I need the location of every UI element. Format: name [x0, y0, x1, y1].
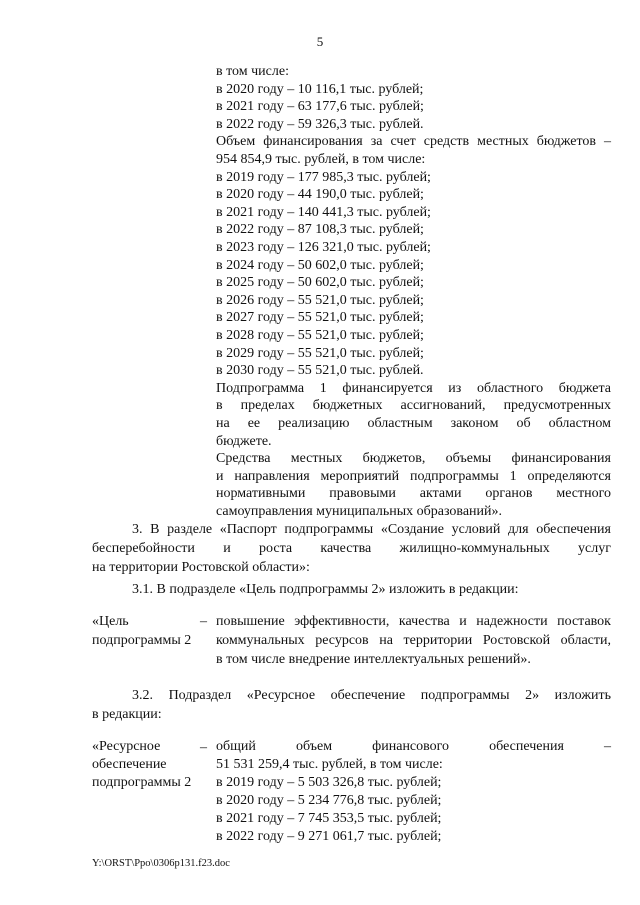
text-line: 3.2. Подраздел «Ресурсное обеспечение подпрограммы 2» изложить: [132, 688, 611, 703]
page-number: 5: [316, 34, 324, 49]
text-line: 3.1. В подразделе «Цель подпрограммы 2» изложить в редакции:: [132, 582, 519, 597]
text-line: в 2029 году – 55 521,0 тыс. рублей;: [216, 345, 424, 361]
resource-text: в 2019 году – 5 503 326,8 тыс. рублей;: [216, 775, 442, 790]
text-line: в 2021 году – 140 441,3 тыс. рублей;: [216, 204, 431, 220]
resource-text: в 2022 году – 9 271 061,7 тыс. рублей;: [216, 829, 442, 844]
text-line: самоуправления муниципальных образований».: [216, 504, 503, 519]
resource-text: 51 531 259,4 тыс. рублей, в том числе:: [216, 757, 443, 772]
resource-dash: –: [200, 740, 207, 755]
text-line: нормативными правовыми актами органов местного: [216, 486, 611, 502]
text-line: в 2019 году – 177 985,3 тыс. рублей;: [216, 169, 431, 185]
text-line: бюджете.: [216, 433, 272, 449]
text-line: в 2023 году – 126 321,0 тыс. рублей;: [216, 240, 431, 255]
resource-label: подпрограммы 2: [92, 775, 192, 790]
text-line: в 2024 году – 50 602,0 тыс. рублей;: [216, 257, 424, 273]
text-line: Средства местных бюджетов, объемы финансирования: [216, 451, 611, 467]
text-line: в пределах бюджетных ассигнований, предусмотренных: [216, 398, 611, 414]
goal-text: в том числе внедрение интеллектуальных решений».: [216, 652, 531, 667]
text-line: в 2030 году – 55 521,0 тыс. рублей.: [216, 363, 424, 379]
text-line: 954 854,9 тыс. рублей, в том числе:: [216, 152, 426, 167]
resource-text: в 2020 году – 5 234 776,8 тыс. рублей;: [216, 793, 442, 808]
text-line: в 2026 году – 55 521,0 тыс. рублей;: [216, 292, 424, 308]
goal-text: повышение эффективности, качества и надежности поставок: [216, 614, 611, 629]
text-line: в 2028 году – 55 521,0 тыс. рублей;: [216, 328, 424, 343]
goal-label: «Цель: [92, 614, 129, 629]
footer-path: Y:\ORST\Ppo\0306p131.f23.doc: [92, 858, 230, 869]
text-line: и направления мероприятий подпрограммы 1 определяются: [216, 468, 611, 484]
text-line: в 2020 году – 44 190,0 тыс. рублей;: [216, 187, 424, 203]
text-line: в 2022 году – 87 108,3 тыс. рублей;: [216, 222, 424, 238]
resource-label: обеспечение: [92, 757, 167, 772]
text-line: бесперебойности и роста качества жилищно-коммунальных услуг: [92, 541, 611, 556]
text-line: на ее реализацию областным законом об областном: [216, 416, 611, 431]
text-line: в редакции:: [92, 707, 162, 722]
text-line: 3. В разделе «Паспорт подпрограммы «Создание условий для обеспечения: [132, 522, 611, 537]
goal-label: подпрограммы 2: [92, 633, 192, 648]
text-line: Подпрограмма 1 финансируется из областного бюджета: [216, 380, 611, 396]
resource-text: в 2021 году – 7 745 353,5 тыс. рублей;: [216, 811, 442, 826]
goal-text: коммунальных ресурсов на территории Ростовской области,: [216, 633, 611, 648]
text-line: на территории Ростовской области»:: [92, 560, 310, 575]
text-line: в 2022 году – 59 326,3 тыс. рублей.: [216, 116, 424, 132]
text-line: в 2020 году – 10 116,1 тыс. рублей;: [216, 81, 424, 97]
text-line: в том числе:: [216, 64, 289, 79]
goal-dash: –: [200, 614, 207, 629]
text-line: Объем финансирования за счет средств местных бюджетов –: [216, 134, 611, 150]
text-line: в 2027 году – 55 521,0 тыс. рублей;: [216, 310, 424, 326]
resource-label: «Ресурсное: [92, 739, 161, 754]
text-line: в 2021 году – 63 177,6 тыс. рублей;: [216, 99, 424, 115]
resource-text: общий объем финансового обеспечения –: [216, 739, 611, 754]
text-line: в 2025 году – 50 602,0 тыс. рублей;: [216, 275, 424, 291]
